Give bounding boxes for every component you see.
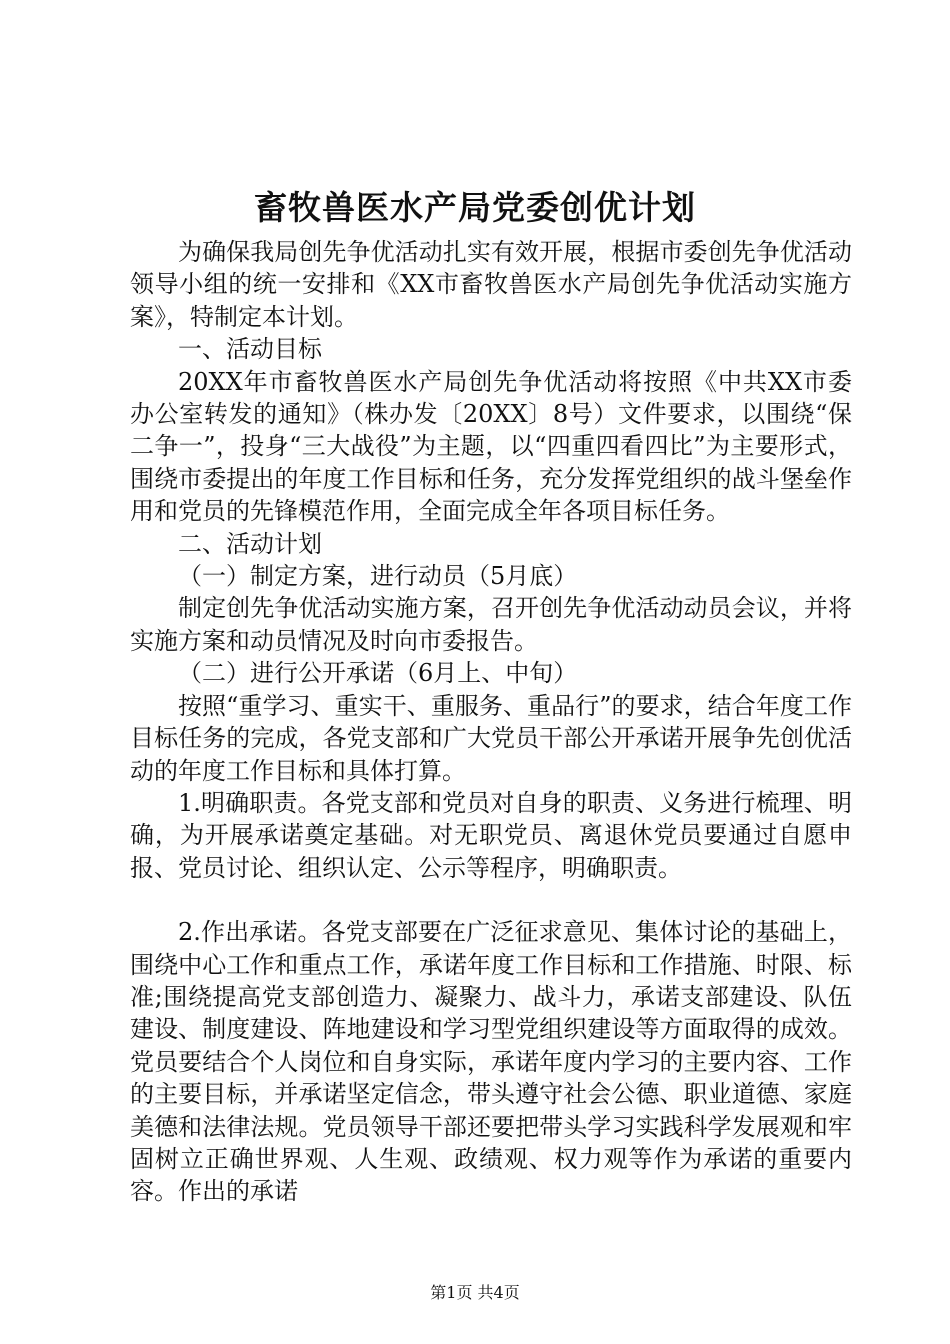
paragraph-item-2: 2.作出承诺。各党支部要在广泛征求意见、集体讨论的基础上，围绕中心工作和重点工作，承诺年度工作目标和工作措施、时限、标准;围绕提高党支部创造力、凝聚力、战斗力，承诺支部建设、队伍建设、制度建设、阵地建设和学习型党组织建设等方面取得的成效。党员要结合个人岗位和自身实际，承诺年度内学习的主要内容、工作的主要目标，并承诺坚定信念，带头遵守社会公德、职业道德、家庭美德和法律法规。党员领导干部还要把带头学习实践科学发展观和牢固树立正确世界观、人生观、政绩观、权力观等作为承诺的重要内容。作出的承诺 xyxy=(130,918,852,1206)
paragraph-goal: 20XX年市畜牧兽医水产局创先争优活动将按照《中共XX市委办公室转发的通知》（株办发〔20XX〕8号）文件要求，以围绕“保二争一”，投身“三大战役”为主题，以“四重四看四比”为主要形式，围绕市委提出的年度工作目标和任务，充分发挥党组织的战斗堡垒作用和党员的先锋模范作用，全面完成全年各项目标任务。 xyxy=(130,367,852,526)
subheading-plan-2: （二）进行公开承诺（6月上、中旬） xyxy=(178,659,578,688)
subheading-plan-1: （一）制定方案，进行动员（5月底） xyxy=(178,562,578,591)
heading-activity-goal: 一、活动目标 xyxy=(178,335,322,364)
document-body xyxy=(130,236,852,1208)
paragraph-plan-1: 制定创先争优活动实施方案，召开创先争优活动动员会议，并将实施方案和动员情况及时向市委报告。 xyxy=(130,594,852,655)
paragraph-plan-2: 按照“重学习、重实干、重服务、重品行”的要求，结合年度工作目标任务的完成，各党支部和广大党员干部公开承诺开展争先创优活动的年度工作目标和具体打算。 xyxy=(130,691,852,785)
document-title: 畜牧兽医水产局党委创优计划 xyxy=(254,188,696,227)
paragraph-intro: 为确保我局创先争优活动扎实有效开展，根据市委创先争优活动领导小组的统一安排和《XX市畜牧兽医水产局创先争优活动实施方案》，特制定本计划。 xyxy=(130,238,852,331)
page-number: 第1页 共4页 xyxy=(430,1283,520,1302)
paragraph-item-1: 1.明确职责。各党支部和党员对自身的职责、义务进行梳理、明确，为开展承诺奠定基础。对无职党员、离退休党员要通过自愿申报、党员讨论、组织认定、公示等程序，明确职责。 xyxy=(130,788,852,882)
heading-activity-plan: 二、活动计划 xyxy=(178,529,322,558)
